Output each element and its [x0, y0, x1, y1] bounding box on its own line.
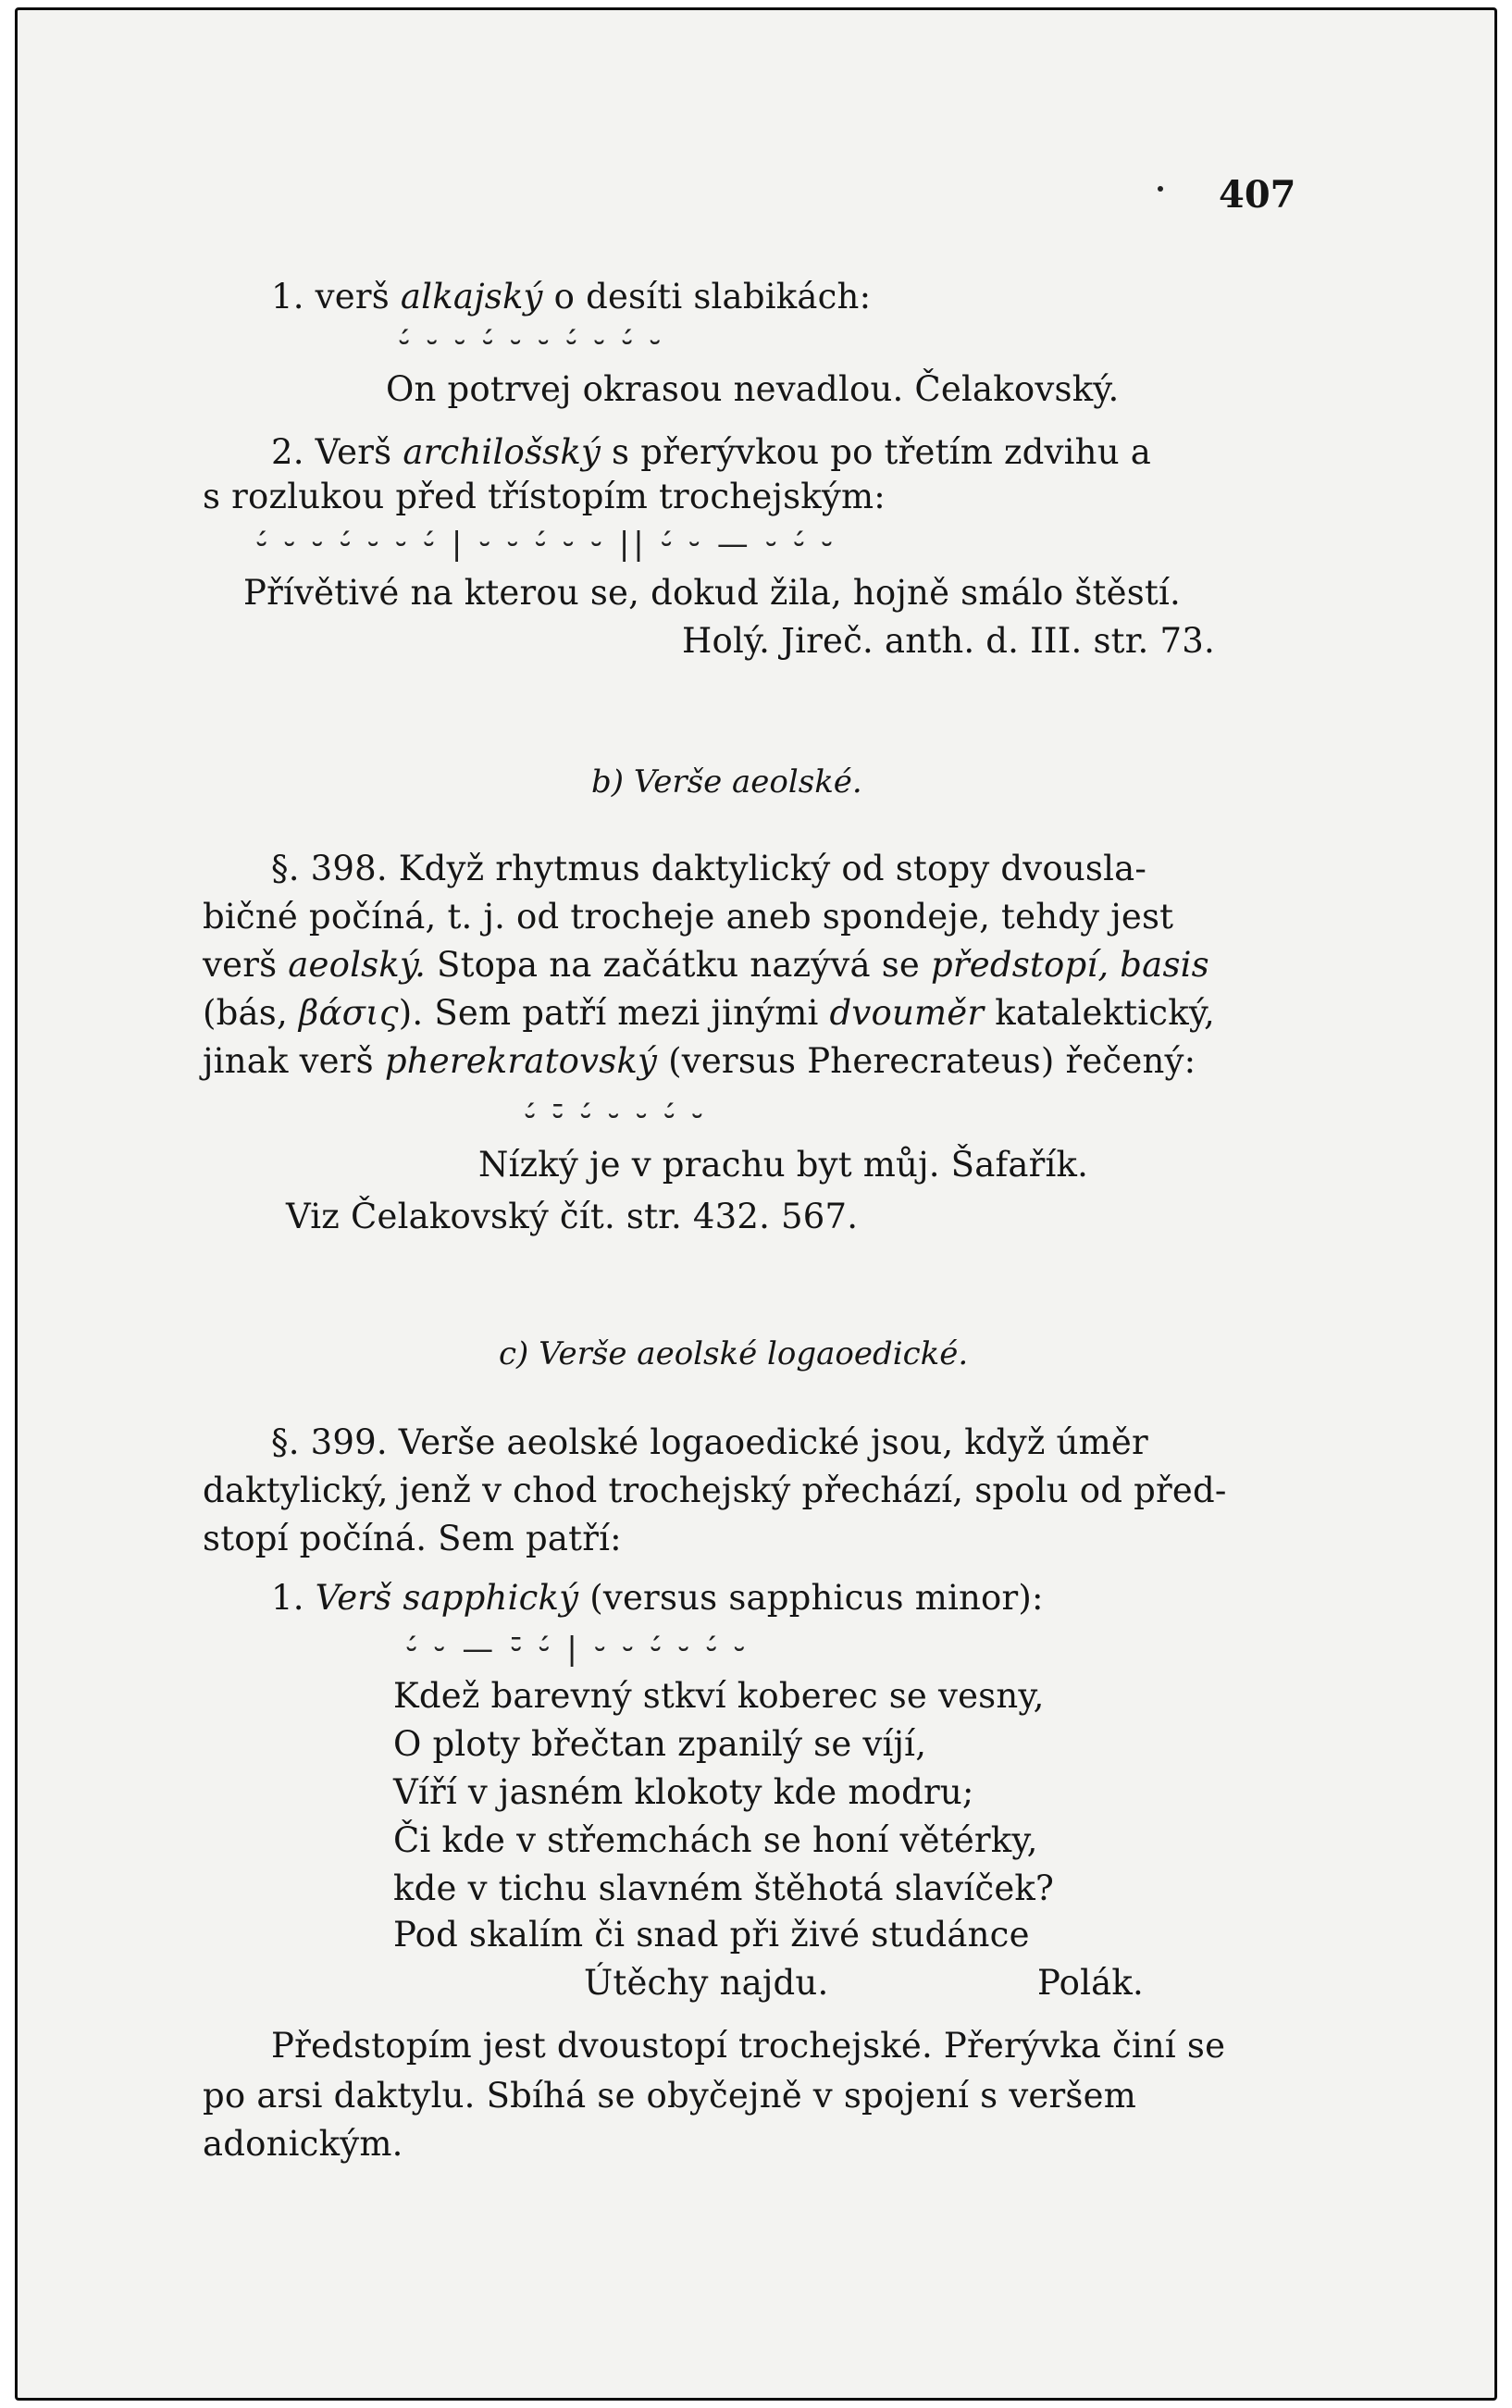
closing-line-2: po arsi daktylu. Sbíhá se obyčejně v spojení s veršem	[203, 2076, 1136, 2116]
paragraph-399-line2: daktylický, jenž v chod trochejský přechází, spolu od před-	[203, 1471, 1227, 1510]
poem-line-6: Pod skalím či snad při živé studánce	[393, 1915, 1030, 1955]
paragraph-399-line1: §. 399. Verše aeolské logaoedické jsou, když úměr	[271, 1422, 1148, 1462]
line-alcaic-intro: 1. verš alkajský o desíti slabikách:	[271, 277, 872, 317]
example-verse-archilochian: Přívětivé na kterou se, dokud žila, hojně smálo štěstí.	[243, 573, 1181, 613]
paragraph-399-line3: stopí počíná. Sem patří:	[203, 1519, 622, 1558]
reference-celakovsky: Viz Čelakovský čít. str. 432. 567.	[286, 1197, 859, 1236]
paragraph-398-line1: §. 398. Když rhytmus daktylický od stopy dvousla-	[271, 849, 1147, 888]
paragraph-398-line2: bičné počíná, t. j. od trocheje aneb spondeje, tehdy jest	[203, 897, 1174, 937]
poem-line-4: Či kde v střemchách se honí větérky,	[393, 1820, 1038, 1860]
poem-line-3: Víří v jasném klokoty kde modru;	[393, 1772, 974, 1812]
poem-line-1: Kdež barevný stkví koberec se vesny,	[393, 1676, 1045, 1716]
poem-line-5: kde v tichu slavném štěhotá slavíček?	[393, 1868, 1055, 1908]
meter-scheme-archilochian: ⏑́ ⏑ ⏑ ⏑́ ⏑ ⏑ ⏑́ | ⏑ ⏑ ⏑́ ⏑ ⏑ || ⏑́ ⏑ — ⏑ ⏑́ ⏑	[256, 526, 837, 563]
example-verse-alcaic: On potrvej okrasou nevadlou. Čelakovský.	[386, 369, 1120, 409]
meter-scheme-alcaic: ⏑́ ⏑ ⏑ ⏑́ ⏑ ⏑ ⏑́ ⏑ ⏑́ ⏑	[399, 324, 664, 361]
book-page	[15, 7, 1497, 2401]
line-sapphic-intro: 1. Verš sapphický (versus sapphicus minor):	[271, 1578, 1044, 1618]
line-archilochian-intro-cont: s rozlukou před třístopím trochejským:	[203, 477, 886, 516]
meter-scheme-pherecratean: ⏑́ ⏑̄ ⏑́ ⏑ ⏑ ⏑́ ⏑	[525, 1098, 707, 1135]
section-heading-b: b) Verše aeolské.	[591, 763, 862, 801]
poem-line-2: O ploty břečtan zpanilý se víjí,	[393, 1724, 927, 1764]
closing-line-3: adonickým.	[203, 2124, 403, 2164]
meter-scheme-sapphic: ⏑́ ⏑ — ⏑̄ ⏑́ | ⏑ ⏑ ⏑́ ⏑ ⏑́ ⏑	[406, 1631, 749, 1668]
paragraph-398-line3: verš aeolský. Stopa na začátku nazývá se předstopí, basis	[203, 945, 1209, 985]
closing-line-1: Předstopím jest dvoustopí trochejské. Přerývka činí se	[271, 2026, 1226, 2066]
citation-polak: Polák.	[1037, 1963, 1144, 2003]
paragraph-398-line4: (bás, βάσις). Sem patří mezi jinými dvouměr katalektický,	[203, 993, 1215, 1033]
poem-line-7: Útěchy najdu.	[584, 1963, 829, 2003]
line-archilochian-intro: 2. Verš archilošský s přerývkou po třetím zdvihu a	[271, 432, 1151, 472]
page-number: 407	[1219, 173, 1296, 217]
paragraph-398-line5: jinak verš pherekratovský (versus Pherecrateus) řečený:	[203, 1041, 1196, 1081]
citation-holy: Holý. Jireč. anth. d. III. str. 73.	[682, 621, 1215, 661]
section-heading-c: c) Verše aeolské logaoedické.	[499, 1335, 969, 1372]
example-verse-pherecratean: Nízký je v prachu byt můj. Šafařík.	[478, 1145, 1089, 1185]
ink-speck	[1158, 186, 1163, 192]
